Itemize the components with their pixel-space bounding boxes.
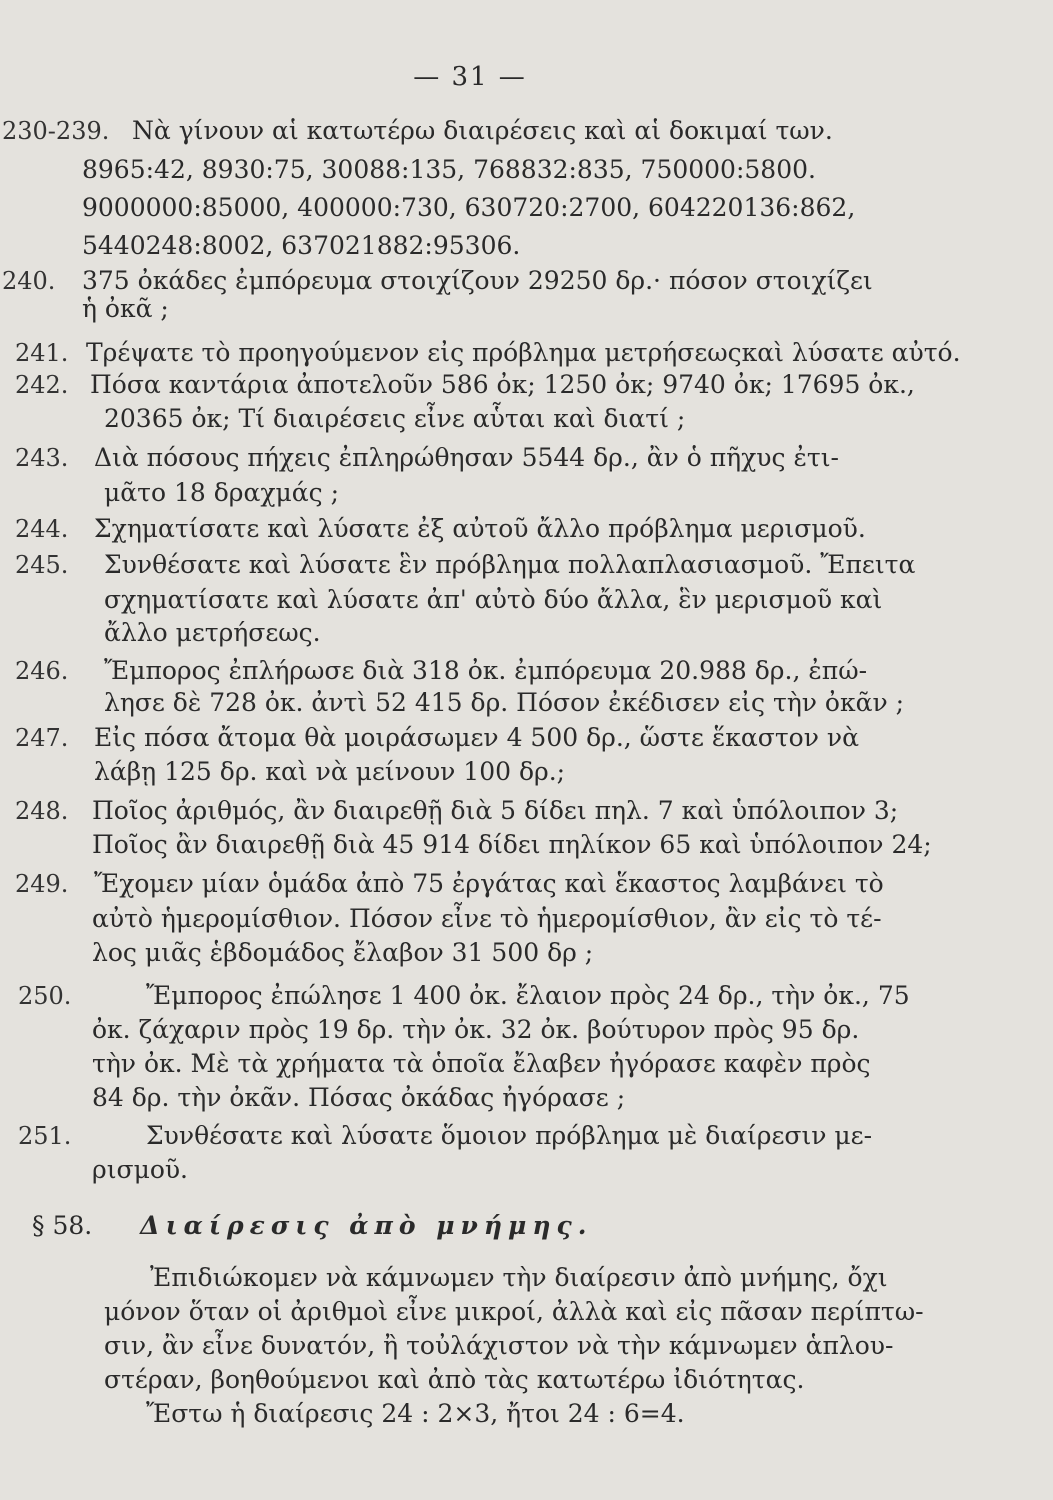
problem-number: 246. (15, 657, 69, 685)
problem-number: 248. (15, 797, 69, 825)
problem-line: τὴν ὀκ. Μὲ τὰ χρήματα τὰ ὁποῖα ἔλαβεν ἠγόρασε καφὲν πρὸς (92, 1049, 871, 1078)
problem-line: Εἰς πόσα ἄτομα θὰ μοιράσωμεν 4 500 δρ., ὥστε ἕκαστον νὰ (94, 723, 859, 752)
problem-line: Ἔμπορος ἐπλήρωσε διὰ 318 ὀκ. ἐμπόρευμα 20.988 δρ., ἐπώ- (104, 656, 868, 685)
problem-line: Τρέψατε τὸ προηγούμενον εἰς πρόβλημα μετρήσεωςκαὶ λύσατε αὐτό. (86, 338, 961, 367)
problem-line: 8965:42, 8930:75, 30088:135, 768832:835, 750000:5800. (82, 155, 816, 184)
problem-number: 247. (15, 724, 69, 752)
problem-line: ἡ ὀκᾶ ; (82, 294, 169, 323)
problem-number: 240. (2, 267, 56, 295)
problem-line: Ἔμπορος ἐπώλησε 1 400 ὀκ. ἔλαιον πρὸς 24 δρ., τὴν ὀκ., 75 (146, 981, 910, 1010)
paragraph-line: στέραν, βοηθούμενοι καὶ ἀπὸ τὰς κατωτέρω ἰδιότητας. (104, 1365, 805, 1394)
problem-line: Ποῖος ἂν διαιρεθῇ διὰ 45 914 δίδει πηλίκον 65 καὶ ὑπόλοιπον 24; (92, 830, 932, 859)
problem-line: ἄλλο μετρήσεως. (104, 618, 321, 647)
problem-line: λος μιᾶς ἑβδομάδος ἔλαβον 31 500 δρ ; (92, 938, 594, 967)
problem-line: μᾶτο 18 δραχμάς ; (104, 478, 339, 507)
problem-line: λησε δὲ 728 ὀκ. ἀντὶ 52 415 δρ. Πόσον ἐκέδισεν εἰς τὴν ὀκᾶν ; (104, 688, 905, 717)
page-number: — 31 — (413, 62, 527, 92)
problem-line: ρισμοῦ. (92, 1155, 189, 1184)
problem-line: 84 δρ. τὴν ὀκᾶν. Πόσας ὀκάδας ἠγόρασε ; (92, 1083, 626, 1112)
problem-line: Συνθέσατε καὶ λύσατε ἓν πρόβλημα πολλαπλασιασμοῦ. Ἔπειτα (104, 550, 916, 579)
paragraph-line: Ἐπιδιώκομεν νὰ κάμνωμεν τὴν διαίρεσιν ἀπὸ μνήμης, ὄχι (150, 1263, 888, 1292)
problem-line: Διὰ πόσους πήχεις ἐπληρώθησαν 5544 δρ., ἂν ὁ πῆχυς ἐτι- (94, 443, 839, 472)
paragraph-line: Ἔστω ἡ διαίρεσις 24 : 2×3, ἤτοι 24 : 6=4. (146, 1399, 685, 1428)
section-title: Διαίρεσις ἀπὸ μνήμης. (140, 1211, 593, 1240)
problem-line: 375 ὀκάδες ἐμπόρευμα στοιχίζουν 29250 δρ.· πόσον στοιχίζει (82, 266, 873, 295)
problem-line: λάβῃ 125 δρ. καὶ νὰ μείνουν 100 δρ.; (94, 757, 566, 786)
problem-line: ὀκ. ζάχαριν πρὸς 19 δρ. τὴν ὀκ. 32 ὀκ. βούτυρον πρὸς 95 δρ. (92, 1015, 860, 1044)
paragraph-line: σιν, ἂν εἶνε δυνατόν, ἢ τοὐλάχιστον νὰ τὴν κάμνωμεν ἁπλου- (104, 1331, 894, 1360)
problem-line: Ἔχομεν μίαν ὁμάδα ἀπὸ 75 ἐργάτας καὶ ἕκαστος λαμβάνει τὸ (94, 869, 884, 898)
problem-number: 251. (18, 1122, 72, 1150)
problem-number: 243. (15, 444, 69, 472)
problem-line: Συνθέσατε καὶ λύσατε ὅμοιον πρόβλημα μὲ διαίρεσιν με- (146, 1121, 873, 1150)
paragraph-line: μόνον ὅταν οἱ ἀριθμοὶ εἶνε μικροί, ἀλλὰ καὶ εἰς πᾶσαν περίπτω- (104, 1297, 924, 1326)
problem-number: 241. (15, 339, 69, 367)
problem-line: Ποῖος ἀριθμός, ἂν διαιρεθῇ διὰ 5 δίδει πηλ. 7 καὶ ὑπόλοιπον 3; (92, 796, 899, 825)
problem-line: Σχηματίσατε καὶ λύσατε ἐξ αὐτοῦ ἄλλο πρόβλημα μερισμοῦ. (94, 514, 866, 543)
problem-line: Πόσα καντάρια ἀποτελοῦν 586 ὀκ; 1250 ὀκ; 9740 ὀκ; 17695 ὀκ., (90, 370, 915, 399)
problem-line: 5440248:8002, 637021882:95306. (82, 231, 521, 260)
problem-line: σχηματίσατε καὶ λύσατε ἀπ' αὐτὸ δύο ἄλλα, ἓν μερισμοῦ καὶ (104, 585, 883, 614)
problem-line: 9000000:85000, 400000:730, 630720:2700, 604220136:862, (82, 193, 856, 222)
section-heading (32, 1210, 592, 1242)
problem-number: 245. (15, 551, 69, 579)
problem-number: 244. (15, 515, 69, 543)
problem-number: 230-239. (2, 117, 110, 145)
problem-line: Νὰ γίνουν αἱ κατωτέρω διαιρέσεις καὶ αἱ δοκιμαί των. (132, 116, 833, 145)
problem-number: 249. (15, 870, 69, 898)
problem-line: αὐτὸ ἡμερομίσθιον. Πόσον εἶνε τὸ ἡμερομίσθιον, ἂν εἰς τὸ τέ- (92, 904, 882, 933)
section-number: § 58. (32, 1211, 93, 1240)
problem-number: 242. (15, 371, 69, 399)
problem-line: 20365 ὀκ; Τί διαιρέσεις εἶνε αὗται καὶ διατί ; (104, 404, 686, 433)
problem-number: 250. (18, 982, 72, 1010)
